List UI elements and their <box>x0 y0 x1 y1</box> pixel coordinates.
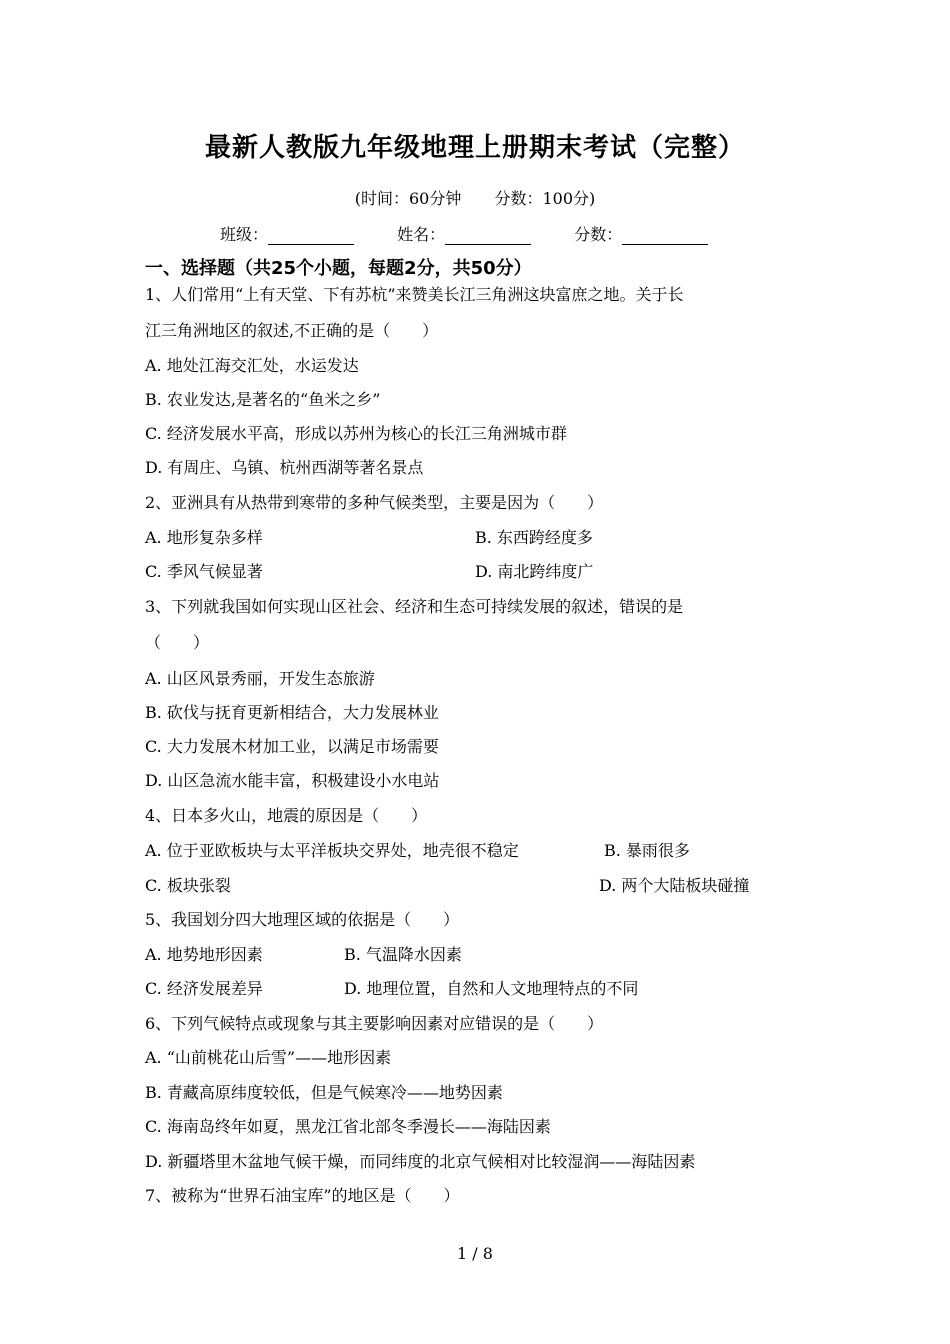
score-label: 分数： <box>574 225 623 244</box>
exam-time: (时间：60分钟 <box>354 189 462 208</box>
q6-option-b: B. 青藏高原纬度较低，但是气候寒冷——地势因素 <box>145 1083 503 1102</box>
q2-stem: 2、亚洲具有从热带到寒带的多种气候类型，主要是因为（ ） <box>145 493 604 512</box>
q2-option-d: D. 南北跨纬度广 <box>475 562 594 581</box>
exam-meta <box>0 186 950 209</box>
q3-stem-line1: 3、下列就我国如何实现山区社会、经济和生态可持续发展的叙述，错误的是 <box>145 597 684 616</box>
student-info-fields <box>220 222 746 245</box>
section-title: 一、选择题（共25个小题，每题2分，共50分） <box>145 258 532 279</box>
exam-total-score: 分数：100分) <box>494 189 596 208</box>
q6-option-a: A. “山前桃花山后雪”——地形因素 <box>145 1048 392 1067</box>
q4-option-b: B. 暴雨很多 <box>604 841 690 860</box>
q2-option-c: C. 季风气候显著 <box>145 562 263 581</box>
q2-option-a: A. 地形复杂多样 <box>145 528 263 547</box>
class-label: 班级： <box>220 225 269 244</box>
score-field <box>574 222 708 245</box>
q4-stem: 4、日本多火山，地震的原因是（ ） <box>145 806 428 825</box>
name-label: 姓名： <box>397 225 446 244</box>
q5-option-c: C. 经济发展差异 <box>145 979 263 998</box>
q4-option-d: D. 两个大陆板块碰撞 <box>599 876 750 895</box>
name-blank <box>445 228 531 245</box>
page-number: 1 / 8 <box>457 1244 493 1263</box>
q3-option-d: D. 山区急流水能丰富，积极建设小水电站 <box>145 771 440 790</box>
page-title: 最新人教版九年级地理上册期末考试（完整） <box>204 133 745 163</box>
name-field <box>397 222 531 245</box>
q3-stem-line2: （ ） <box>145 633 210 652</box>
q5-option-d: D. 地理位置，自然和人文地理特点的不同 <box>344 979 639 998</box>
q5-option-b: B. 气温降水因素 <box>344 945 462 964</box>
q1-stem-line1: 1、人们常用“上有天堂、下有苏杭”来赞美长江三角洲这块富庶之地。关于长 <box>145 285 684 304</box>
q3-option-b: B. 砍伐与抚育更新相结合，大力发展林业 <box>145 703 439 722</box>
q3-option-a: A. 山区风景秀丽，开发生态旅游 <box>145 669 375 688</box>
q6-option-d: D. 新疆塔里木盆地气候干燥，而同纬度的北京气候相对比较湿润——海陆因素 <box>145 1152 696 1171</box>
q1-option-a: A. 地处江海交汇处，水运发达 <box>145 356 359 375</box>
q1-stem-line2: 江三角洲地区的叙述,不正确的是（ ） <box>145 321 439 340</box>
q2-option-b: B. 东西跨经度多 <box>475 528 593 547</box>
q1-option-d: D. 有周庄、乌镇、杭州西湖等著名景点 <box>145 458 424 477</box>
q1-option-b: B. 农业发达,是著名的“鱼米之乡” <box>145 390 381 409</box>
q5-stem: 5、我国划分四大地理区域的依据是（ ） <box>145 910 460 929</box>
class-blank <box>268 228 354 245</box>
q3-option-c: C. 大力发展木材加工业，以满足市场需要 <box>145 737 439 756</box>
class-field <box>220 222 354 245</box>
score-blank <box>622 228 708 245</box>
q6-stem: 6、下列气候特点或现象与其主要影响因素对应错误的是（ ） <box>145 1014 604 1033</box>
q5-option-a: A. 地势地形因素 <box>145 945 263 964</box>
q1-option-c: C. 经济发展水平高，形成以苏州为核心的长江三角洲城市群 <box>145 424 567 443</box>
q4-option-a: A. 位于亚欧板块与太平洋板块交界处，地壳很不稳定 <box>145 841 519 860</box>
q4-option-c: C. 板块张裂 <box>145 876 231 895</box>
q7-stem: 7、被称为“世界石油宝库”的地区是（ ） <box>145 1186 460 1205</box>
q6-option-c: C. 海南岛终年如夏，黑龙江省北部冬季漫长——海陆因素 <box>145 1117 551 1136</box>
